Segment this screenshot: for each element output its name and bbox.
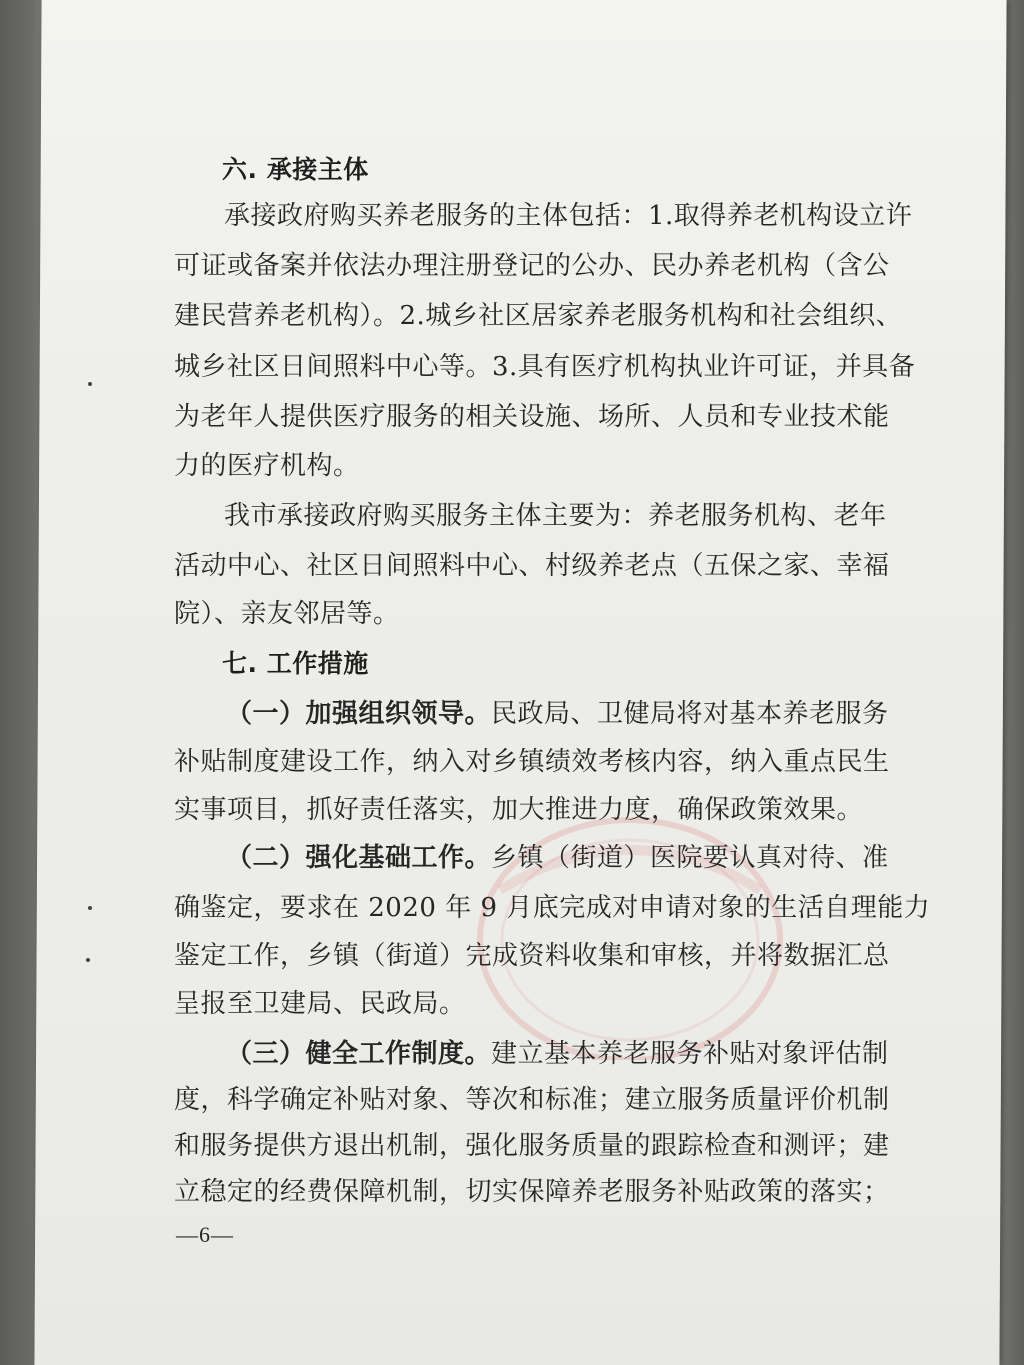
item-text: 乡镇（街道）医院要认真对待、准 — [491, 843, 889, 873]
paragraph-line: 呈报至卫建局、民政局。 — [174, 989, 466, 1019]
item-text: 民政局、卫健局将对基本养老服务 — [491, 699, 889, 729]
paragraph-line: 承接政府购买养老服务的主体包括：1.取得养老机构设立许 — [224, 201, 913, 231]
paragraph-line: 鉴定工作，乡镇（街道）完成资料收集和审核，并将数据汇总 — [174, 941, 890, 971]
paragraph-line: 补贴制度建设工作，纳入对乡镇绩效考核内容，纳入重点民生 — [174, 747, 890, 777]
item-first-line — [226, 1038, 889, 1070]
paragraph-line: 我市承接政府购买服务主体主要为：养老服务机构、老年 — [224, 501, 887, 531]
item-first-line — [226, 842, 889, 874]
paragraph-line: 活动中心、社区日间照料中心、村级养老点（五保之家、幸福 — [174, 551, 890, 581]
item-title: （二）强化基础工作。 — [226, 843, 492, 873]
paragraph-line: 力的医疗机构。 — [174, 451, 360, 481]
paragraph-line: 城乡社区日间照料中心等。3.具有医疗机构执业许可证，并具备 — [174, 352, 916, 382]
page-number: —6— — [176, 1222, 234, 1247]
section-heading-7: 七. 工作措施 — [222, 649, 369, 678]
paragraph-line: 院）、亲友邻居等。 — [174, 599, 400, 629]
item-title: （三）健全工作制度。 — [226, 1039, 492, 1069]
paragraph-line: 建民营养老机构）。2.城乡社区居家养老服务机构和社会组织、 — [174, 301, 903, 331]
item-text: 建立基本养老服务补贴对象评估制 — [491, 1039, 889, 1069]
paragraph-line: 可证或备案并依法办理注册登记的公办、民办养老机构（含公 — [174, 251, 890, 281]
item-title: （一）加强组织领导。 — [226, 699, 492, 729]
section-heading-6: 六. 承接主体 — [222, 155, 369, 184]
paragraph-line: 和服务提供方退出机制，强化服务质量的跟踪检查和测评；建 — [174, 1131, 890, 1161]
paragraph-line: 实事项目，抓好责任落实，加大推进力度，确保政策效果。 — [174, 795, 864, 825]
paragraph-line: 度，科学确定补贴对象、等次和标准；建立服务质量评价机制 — [174, 1085, 890, 1115]
paragraph-line: 立稳定的经费保障机制，切实保障养老服务补贴政策的落实； — [174, 1177, 890, 1207]
paragraph-line: 确鉴定，要求在 2020 年 9 月底完成对申请对象的生活自理能力 — [174, 893, 931, 923]
item-first-line — [226, 698, 889, 730]
paragraph-line: 为老年人提供医疗服务的相关设施、场所、人员和专业技术能 — [174, 402, 890, 432]
